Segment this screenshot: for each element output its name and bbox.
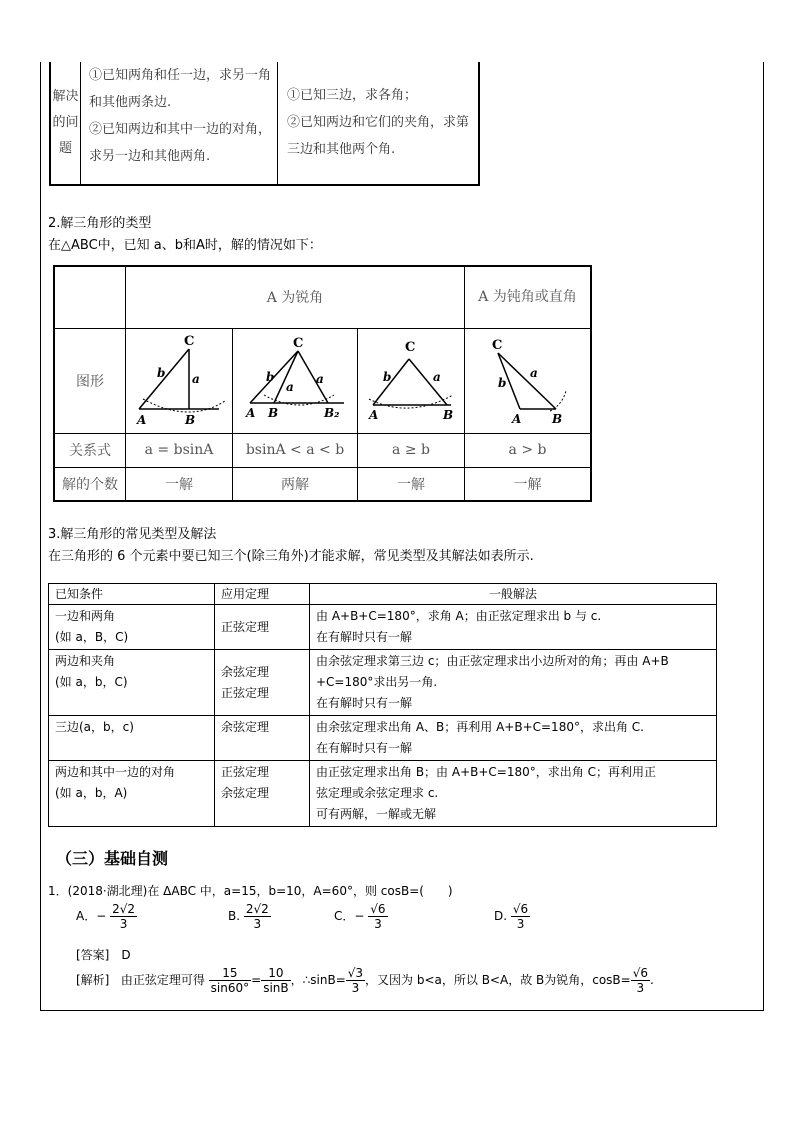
table-row: 两边和其中一边的对角 (如 a，b，A) 正弦定理 余弦定理 由正弦定理求出角 B；由 A+B+C=180°，求出角 C；再利用正 弦定理或余弦定理求 c. 可有两解，一解或无解 — [49, 761, 717, 827]
analysis-line: [解析] 由正弦定理可得 $\frac{15}{\sin 60^\circ}$ = $\frac{10}{\sin B}$ ，∴sinB= $\frac{√3}{3}$ ，又因为 b<a，所以 B<A，故 B为锐角，cosB= $\frac{√6}{3}$ . — [76, 966, 654, 995]
header-acute: A 为锐角 — [126, 266, 465, 328]
table-row: 两边和夹角 (如 a，b，C) 余弦定理 正弦定理 由余弦定理求第三边 c；由正弦定理求出小边所对的角；再由 A+B +C=180°求出另一角. 在有解时只有一解 — [49, 650, 717, 716]
section3-heading: 3.解三角形的常见类型及解法 — [48, 527, 217, 542]
relation-case1: a = bsinA — [126, 433, 233, 467]
svg-text:a: a — [286, 379, 294, 394]
svg-text:A: A — [511, 411, 521, 426]
svg-text:B: B — [551, 411, 562, 426]
row-label: 解决的问题 — [51, 62, 81, 184]
cosine-law-problems: ①已知三边，求各角； ②已知两边和它们的夹角，求第三边和其他两个角. — [287, 88, 470, 157]
svg-text:B₂: B₂ — [324, 405, 340, 420]
question-1-stem: 1．(2018·湖北理)在 ΔABC 中，a=15，b=10，A=60°，则 cosB=( ) — [48, 884, 453, 898]
header-obtuse: A 为钝角或直角 — [465, 266, 592, 328]
option-D: D. $\frac{√6}{3}$ — [494, 902, 529, 931]
sine-law-problems: ①已知两角和任一边，求另一角和其他两条边. ②已知两边和其中一边的对角，求另一边和其他两角. — [81, 62, 278, 184]
count-case1: 一解 — [126, 467, 233, 501]
svg-text:B: B — [443, 407, 454, 422]
section2-heading: 2.解三角形的类型 — [48, 216, 152, 231]
svg-text:A: A — [137, 412, 147, 427]
answer-line: [答案] D — [76, 948, 131, 962]
svg-text:a: a — [529, 365, 538, 380]
table-row: 一边和两角 (如 a，B，C) 正弦定理 由 A+B+C=180°，求角 A；由正弦定理求出 b 与 c. 在有解时只有一解 — [49, 605, 717, 650]
count-case2: 两解 — [233, 467, 358, 501]
figure-case1 — [126, 328, 233, 433]
relation-case2: bsinA < a < b — [233, 433, 358, 467]
label-C: C — [184, 333, 195, 349]
option-A: A．− $\frac{2√2}{3}$ — [76, 902, 136, 931]
row-count-label: 解的个数 — [54, 467, 126, 501]
table-row: 三边(a，b，c) 余弦定理 由余弦定理求出角 A、B；再利用 A+B+C=180°，求出角 C. 在有解时只有一解 — [49, 716, 717, 761]
svg-text:a: a — [433, 369, 441, 384]
svg-text:C: C — [405, 339, 416, 355]
header-method: 一般解法 — [310, 584, 717, 605]
section3-intro: 在三角形的 6 个元素中要已知三个(除三角外)才能求解，常见类型及其解法如表所示. — [48, 549, 534, 564]
option-C: C．− $\frac{√6}{3}$ — [334, 902, 386, 931]
self-test-title: （三）基础自测 — [56, 849, 169, 868]
svg-text:b: b — [266, 369, 275, 384]
svg-text:A: A — [369, 407, 379, 422]
relation-case4: a > b — [465, 433, 592, 467]
theorem-problems-table — [49, 62, 480, 186]
svg-text:b: b — [157, 365, 166, 380]
relation-case3: a ≥ b — [358, 433, 465, 467]
svg-text:a: a — [192, 371, 200, 386]
option-B: B. $\frac{2√2}{3}$ — [228, 902, 269, 931]
svg-text:b: b — [383, 369, 392, 384]
section2-intro: 在△ABC中，已知 a、b和A时，解的情况如下： — [48, 238, 322, 253]
header-condition: 已知条件 — [49, 584, 215, 605]
svg-text:A: A — [246, 405, 256, 420]
count-case3: 一解 — [358, 467, 465, 501]
svg-text:b: b — [497, 375, 506, 390]
triangle-cases-table — [53, 265, 592, 502]
figure-case2 — [233, 328, 358, 433]
figure-case4 — [465, 328, 592, 433]
header-theorem: 应用定理 — [215, 584, 310, 605]
svg-text:C: C — [491, 337, 502, 353]
svg-text:B: B — [268, 405, 279, 420]
count-case4: 一解 — [465, 467, 592, 501]
solution-methods-table — [48, 583, 717, 827]
svg-text:B: B — [185, 412, 196, 427]
svg-text:a: a — [316, 371, 324, 386]
row-relation-label: 关系式 — [54, 433, 126, 467]
svg-text:C: C — [293, 335, 304, 351]
figure-case3 — [358, 328, 465, 433]
row-figure-label: 图形 — [54, 328, 126, 433]
